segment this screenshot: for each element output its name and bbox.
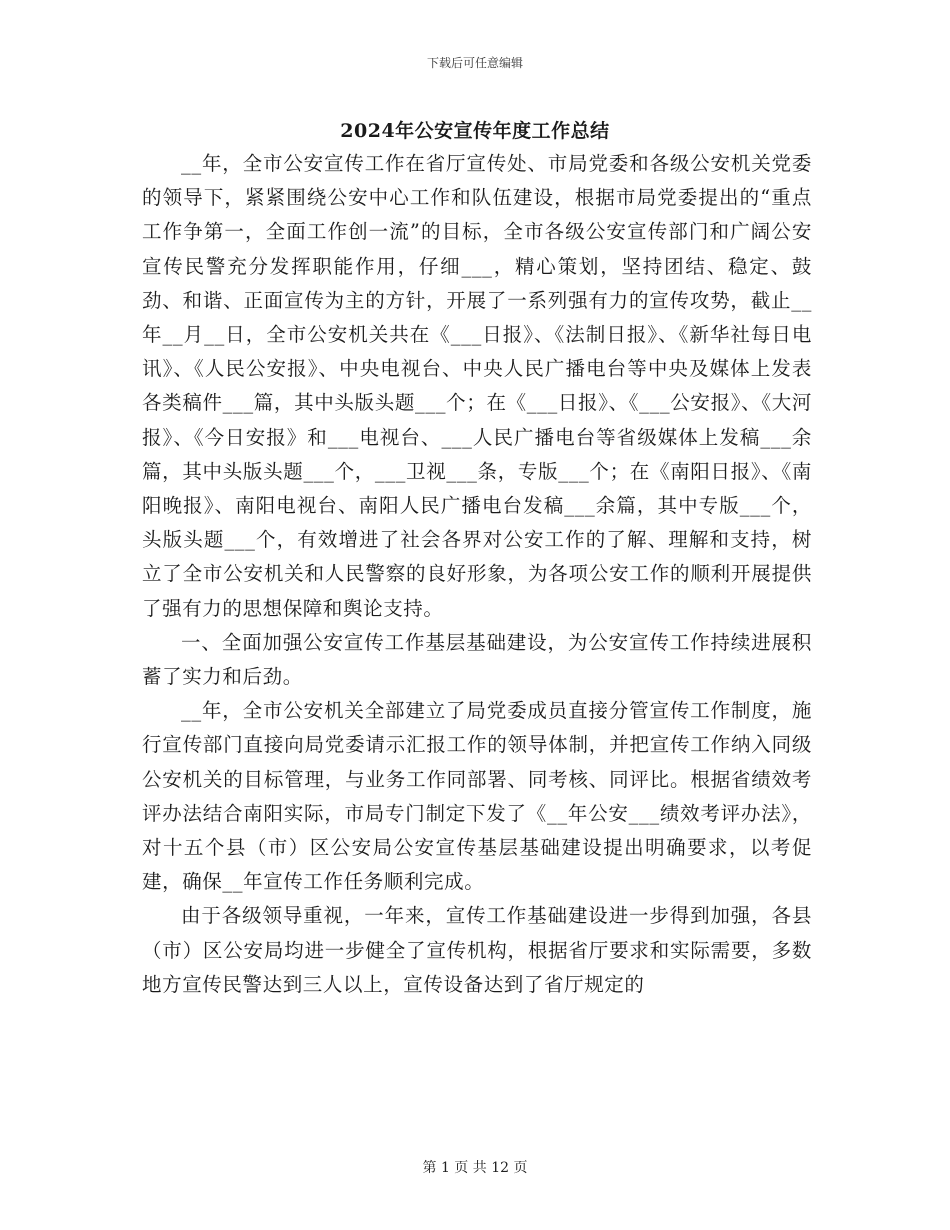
document-body	[142, 147, 812, 1002]
document-title: 2024年公安宣传年度工作总结	[340, 120, 610, 142]
paragraph-section-1-continued: 由于各级领导重视，一年来，宣传工作基础建设进一步得到加强，各县（市）区公安局均进一步健全了宣传机构，根据省厅要求和实际需要，多数地方宣传民警达到三人以上，宣传设备达到了省厅规定的	[142, 904, 812, 996]
paragraph-section-1-body: __年，全市公安机关全部建立了局党委成员直接分管宣传工作制度，施行宣传部门直接向局党委请示汇报工作的领导体制，并把宣传工作纳入同级公安机关的目标管理，与业务工作同部署、同考核、同评比。根据省绩效考评办法结合南阳实际，市局专门制定下发了《__年公安___绩效考评办法》，对十五个县（市）区公安局公安宣传基层基础建设提出明确要求，以考促建，确保__年宣传工作任务顺利完成。	[142, 699, 812, 894]
header-note: 下载后可任意编辑	[426, 56, 523, 70]
paragraph-intro: __年，全市公安宣传工作在省厅宣传处、市局党委和各级公安机关党委的领导下，紧紧围绕公安中心工作和队伍建设，根据市局党委提出的“重点工作争第一，全面工作创一流”的目标，全市各级公安宣传部门和广阔公安宣传民警充分发挥职能作用，仔细___，精心策划，坚持团结、稳定、鼓劲、和谐、正面宣传为主的方针，开展了一系列强有力的宣传攻势，截止__年__月__日，全市公安机关共在《___日报》、《法制日报》、《新华社每日电讯》、《人民公安报》、中央电视台、中央人民广播电台等中央及媒体上发表各类稿件___篇，其中头版头题___个；在《___日报》、《___公安报》、《大河报》、《今日安报》和___电视台、___人民广播电台等省级媒体上发稿___余篇，其中头版头题___个，___卫视___条，专版___个；在《南阳日报》、《南阳晚报》、南阳电视台、南阳人民广播电台发稿___余篇，其中专版___个，头版头题___个，有效增进了社会各界对公安工作的了解、理解和支持，树立了全市公安机关和人民警察的良好形象，为各项公安工作的顺利开展提供了强有力的思想保障和舆论支持。	[142, 152, 812, 620]
page-number: 第 1 页 共 12 页	[422, 1160, 528, 1176]
paragraph-section-heading-1: 一、全面加强公安宣传工作基层基础建设，为公安宣传工作持续进展积蓄了实力和后劲。	[142, 630, 812, 689]
